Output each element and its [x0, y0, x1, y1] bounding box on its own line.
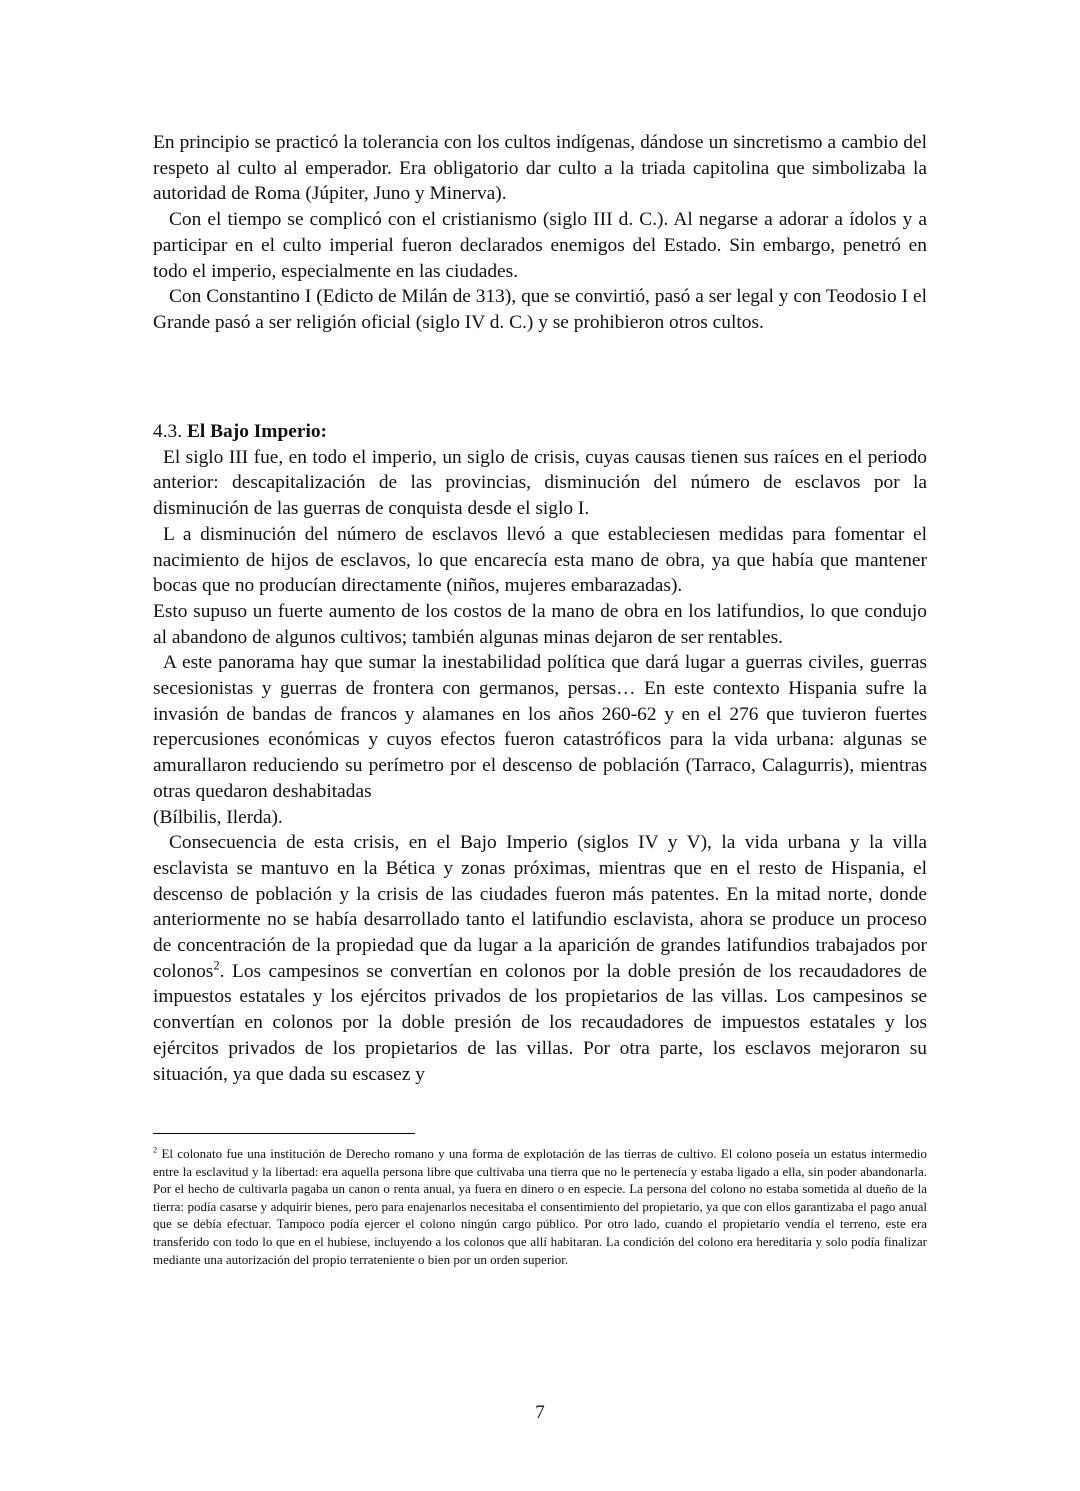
- paragraph: Con Constantino I (Edicto de Milán de 313), que se convirtió, pasó a ser legal y con Teodosio I el Grande pasó a ser religión oficial (siglo IV d. C.) y se prohibieron otros cultos.: [153, 286, 927, 333]
- paragraph: Esto supuso un fuerte aumento de los costos de la mano de obra en los latifundios, lo que condujo al abandono de algunos cultivos; también algunas minas dejaron de ser rentables.: [153, 600, 927, 648]
- footnote-text: El colonato fue una institución de Derecho romano y una forma de explotación de las tierras de cultivo. El colono poseía un estatus intermedio entre la esclavitud y la libertad: era aquella persona libre que cultivaba una tierra que no le pertenecía y estaba ligado a ella, sin poder abandonarla. Por el hecho de cultivarla pagaba un canon o renta anual, ya fuera en dinero o en especie. La persona del colono no estaba sometida al dueño de la tierra: podía casarse y adquirir bienes, pero para enajenarlos necesitaba el consentimiento del propietario, ya que con ellos garantizaba el pago anual que se debía efectuar. Tampoco podía ejercer el colono ningún cargo público. Por otro lado, cuando el propietario vendía el terreno, este era transferido con todo lo que en el hubiese, incluyendo a los colonos que allí habitaran. La condición del colono era hereditaria y solo podía finalizar mediante una autorización del propio terrateniente o bien por un orden superior.: [153, 1146, 928, 1267]
- religion-section: [153, 130, 927, 336]
- footnote-marker: 2: [153, 1144, 158, 1155]
- paragraph: [153, 830, 927, 1087]
- paragraph: El siglo III fue, en todo el imperio, un siglo de crisis, cuyas causas tienen sus raíces en el periodo anterior: descapitalización de las provincias, disminución del número de esclavos por la disminución de las guerras de conquista desde el siglo I.: [153, 446, 927, 520]
- paragraph: A este panorama hay que sumar la inestabilidad política que dará lugar a guerras civiles, guerras secesionistas y guerras de frontera con germanos, persas… En este contexto Hispania sufre la invasión de bandas de francos y alamanes en los años 260-62 y en el 276 que tuvieron fuertes repercusiones económicas y cuyos efectos fueron catastróficos para la vida urbana: algunas se amurallaron reduciendo su perímetro por el descenso de población (Tarraco, Calagurris), mientras otras quedaron deshabitadas: [153, 652, 927, 802]
- paragraph: (Bílbilis, Ilerda).: [153, 806, 283, 828]
- paragraph: Con el tiempo se complicó con el cristianismo (siglo III d. C.). Al negarse a adorar a ídolos y a participar en el culto imperial fueron declarados enemigos del Estado. Sin embargo, penetró en todo el imperio, especialmente en las ciudades.: [153, 209, 927, 282]
- paragraph: En principio se practicó la tolerancia con los cultos indígenas, dándose un sincretismo a cambio del respeto al culto al emperador. Era obligatorio dar culto a la triada capitolina que simbolizaba la autoridad de Roma (Júpiter, Juno y Minerva).: [153, 132, 927, 205]
- footnote-reference[interactable]: 2: [213, 958, 220, 973]
- footnote: [153, 1145, 927, 1268]
- paragraph: L a disminución del número de esclavos llevó a que estableciesen medidas para fomentar el nacimiento de hijos de esclavos, lo que encarecía esta mano de obra, ya que había que mantener bocas que no producían directamente (niños, mujeres embarazadas).: [153, 523, 927, 597]
- footnote-separator: [153, 1133, 415, 1134]
- paragraph-text: Consecuencia de esta crisis, en el Bajo Imperio (siglos IV y V), la vida urbana y la villa esclavista se mantuvo en la Bética y zonas próximas, mientras que en el resto de Hispania, el descenso de población y la crisis de las ciudades fueron más patentes. En la mitad norte, donde anteriormente no se había desarrollado tanto el latifundio esclavista, ahora se produce un proceso de concentración de la propiedad que da lugar a la aparición de grandes latifundios trabajados por colonos: [153, 832, 927, 982]
- page-number: 7: [535, 1402, 545, 1423]
- bajo-imperio-section: [153, 419, 927, 1087]
- section-title: El Bajo Imperio:: [186, 421, 327, 442]
- section-number: 4.3.: [153, 421, 183, 442]
- section-heading: [153, 419, 927, 445]
- paragraph-text: . Los campesinos se convertían en colonos por la doble presión de los recaudadores de impuestos estatales y los ejércitos privados de los propietarios de las villas. Los campesinos se convertían en colonos por la doble presión de los recaudadores de impuestos estatales y los ejércitos privados de los propietarios de las villas. Por otra parte, los esclavos mejoraron su situación, ya que dada su escasez y: [153, 960, 927, 1085]
